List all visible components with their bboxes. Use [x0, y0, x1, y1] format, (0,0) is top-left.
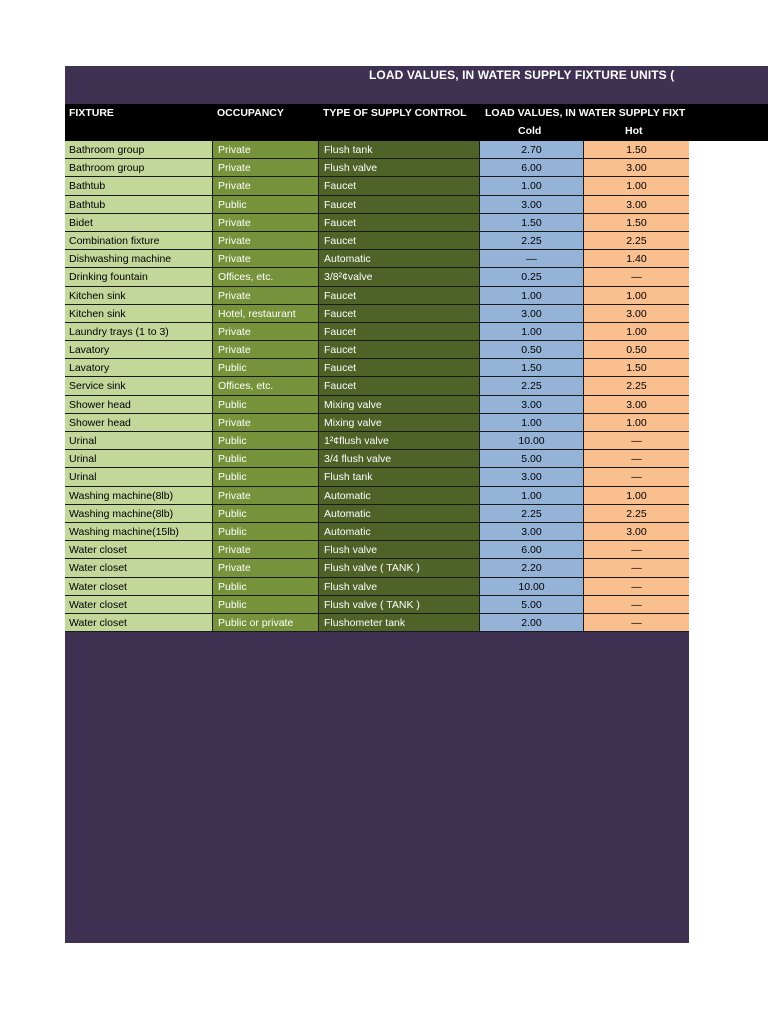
spreadsheet-area: [65, 66, 689, 943]
header-hot: Hot: [625, 125, 643, 137]
cell-hot[interactable]: 3.00: [583, 396, 689, 414]
cell-hot[interactable]: 1.00: [583, 287, 689, 305]
table-row: [65, 287, 689, 305]
cell-occupancy[interactable]: Private: [212, 541, 318, 559]
cell-hot[interactable]: —: [583, 614, 689, 632]
cell-supply-control[interactable]: Flush valve ( TANK ): [318, 559, 479, 577]
header-occupancy: OCCUPANCY: [217, 107, 284, 119]
cell-fixture[interactable]: Bathtub: [65, 177, 212, 195]
cell-occupancy[interactable]: Private: [212, 214, 318, 232]
cell-cold[interactable]: 3.00: [479, 468, 583, 486]
cell-supply-control[interactable]: Automatic: [318, 523, 479, 541]
header-row: [65, 104, 768, 141]
cell-occupancy[interactable]: Offices, etc.: [212, 268, 318, 286]
cell-fixture[interactable]: Shower head: [65, 396, 212, 414]
cell-fixture[interactable]: Bathtub: [65, 196, 212, 214]
cell-cold[interactable]: 5.00: [479, 450, 583, 468]
cell-fixture[interactable]: Water closet: [65, 614, 212, 632]
table-row: [65, 341, 689, 359]
table-title-bar: [65, 66, 768, 104]
cell-occupancy[interactable]: Private: [212, 141, 318, 159]
cell-supply-control[interactable]: 3/4 flush valve: [318, 450, 479, 468]
cell-supply-control[interactable]: Faucet: [318, 214, 479, 232]
cell-cold[interactable]: 6.00: [479, 541, 583, 559]
cell-hot[interactable]: 1.50: [583, 214, 689, 232]
cell-supply-control[interactable]: Flushometer tank: [318, 614, 479, 632]
cell-hot[interactable]: 1.00: [583, 323, 689, 341]
cell-supply-control[interactable]: Faucet: [318, 305, 479, 323]
cell-supply-control[interactable]: Faucet: [318, 196, 479, 214]
cell-fixture[interactable]: Washing machine(15lb): [65, 523, 212, 541]
table-row: [65, 141, 689, 159]
cell-hot[interactable]: 2.25: [583, 377, 689, 395]
table-row: [65, 159, 689, 177]
cell-supply-control[interactable]: Automatic: [318, 487, 479, 505]
cell-fixture[interactable]: Lavatory: [65, 359, 212, 377]
cell-occupancy[interactable]: Public: [212, 396, 318, 414]
cell-fixture[interactable]: Drinking fountain: [65, 268, 212, 286]
cell-hot[interactable]: 1.00: [583, 487, 689, 505]
cell-cold[interactable]: 1.50: [479, 214, 583, 232]
header-supply-control: TYPE OF SUPPLY CONTROL: [323, 107, 467, 119]
cell-cold[interactable]: 1.00: [479, 414, 583, 432]
cell-fixture[interactable]: Water closet: [65, 578, 212, 596]
cell-fixture[interactable]: Combination fixture: [65, 232, 212, 250]
cell-supply-control[interactable]: Flush tank: [318, 468, 479, 486]
cell-supply-control[interactable]: 3/8²¢valve: [318, 268, 479, 286]
cell-fixture[interactable]: Urinal: [65, 468, 212, 486]
cell-fixture[interactable]: Kitchen sink: [65, 305, 212, 323]
cell-fixture[interactable]: Washing machine(8lb): [65, 505, 212, 523]
cell-cold[interactable]: 3.00: [479, 523, 583, 541]
cell-cold[interactable]: 2.00: [479, 614, 583, 632]
cell-occupancy[interactable]: Private: [212, 487, 318, 505]
cell-hot[interactable]: —: [583, 468, 689, 486]
cell-occupancy[interactable]: Public: [212, 523, 318, 541]
cell-supply-control[interactable]: Automatic: [318, 250, 479, 268]
cell-cold[interactable]: 5.00: [479, 596, 583, 614]
cell-cold[interactable]: 1.00: [479, 487, 583, 505]
table-row: [65, 305, 689, 323]
table-body: [65, 141, 689, 632]
cell-occupancy[interactable]: Public: [212, 596, 318, 614]
table-row: [65, 323, 689, 341]
cell-occupancy[interactable]: Public: [212, 196, 318, 214]
cell-fixture[interactable]: Urinal: [65, 450, 212, 468]
cell-occupancy[interactable]: Public: [212, 468, 318, 486]
cell-supply-control[interactable]: Mixing valve: [318, 396, 479, 414]
cell-fixture[interactable]: Kitchen sink: [65, 287, 212, 305]
cell-hot[interactable]: —: [583, 432, 689, 450]
title-bar-extension: [689, 66, 768, 104]
cell-supply-control[interactable]: Faucet: [318, 287, 479, 305]
cell-cold[interactable]: 0.25: [479, 268, 583, 286]
table-row: [65, 377, 689, 395]
cell-hot[interactable]: 1.50: [583, 359, 689, 377]
cell-cold[interactable]: 6.00: [479, 159, 583, 177]
cell-fixture[interactable]: Bidet: [65, 214, 212, 232]
cell-hot[interactable]: 3.00: [583, 523, 689, 541]
cell-supply-control[interactable]: Faucet: [318, 359, 479, 377]
cell-occupancy[interactable]: Public or private: [212, 614, 318, 632]
cell-fixture[interactable]: Bathroom group: [65, 141, 212, 159]
cell-supply-control[interactable]: Faucet: [318, 323, 479, 341]
cell-supply-control[interactable]: Faucet: [318, 232, 479, 250]
cell-cold[interactable]: 10.00: [479, 578, 583, 596]
cell-occupancy[interactable]: Public: [212, 359, 318, 377]
cell-hot[interactable]: —: [583, 559, 689, 577]
cell-supply-control[interactable]: 1²¢flush valve: [318, 432, 479, 450]
cell-cold[interactable]: 1.00: [479, 177, 583, 195]
cell-fixture[interactable]: Laundry trays (1 to 3): [65, 323, 212, 341]
cell-hot[interactable]: 1.50: [583, 141, 689, 159]
cell-cold[interactable]: 2.25: [479, 377, 583, 395]
table-row: [65, 250, 689, 268]
table-row: [65, 432, 689, 450]
table-row: [65, 196, 689, 214]
cell-hot[interactable]: 0.50: [583, 341, 689, 359]
header-cold: Cold: [518, 125, 542, 137]
cell-supply-control[interactable]: Faucet: [318, 341, 479, 359]
cell-occupancy[interactable]: Private: [212, 287, 318, 305]
cell-cold[interactable]: 10.00: [479, 432, 583, 450]
cell-occupancy[interactable]: Private: [212, 559, 318, 577]
cell-occupancy[interactable]: Public: [212, 578, 318, 596]
cell-hot[interactable]: 2.25: [583, 505, 689, 523]
cell-occupancy[interactable]: Private: [212, 159, 318, 177]
header-fixture: FIXTURE: [69, 107, 114, 119]
cell-hot[interactable]: —: [583, 596, 689, 614]
cell-supply-control[interactable]: Flush valve: [318, 578, 479, 596]
cell-hot[interactable]: 1.00: [583, 177, 689, 195]
cell-hot[interactable]: 3.00: [583, 196, 689, 214]
table-row: [65, 523, 689, 541]
table-row: [65, 232, 689, 250]
table-row: [65, 177, 689, 195]
cell-hot[interactable]: —: [583, 450, 689, 468]
cell-occupancy[interactable]: Offices, etc.: [212, 377, 318, 395]
table-title: LOAD VALUES, IN WATER SUPPLY FIXTURE UNITS (: [369, 68, 675, 82]
cell-occupancy[interactable]: Private: [212, 341, 318, 359]
cell-fixture[interactable]: Water closet: [65, 559, 212, 577]
table-row: [65, 359, 689, 377]
cell-occupancy[interactable]: Private: [212, 250, 318, 268]
cell-hot[interactable]: 2.25: [583, 232, 689, 250]
cell-occupancy[interactable]: Private: [212, 177, 318, 195]
cell-hot[interactable]: —: [583, 578, 689, 596]
table-row: [65, 541, 689, 559]
cell-occupancy[interactable]: Hotel, restaurant: [212, 305, 318, 323]
table-row: [65, 614, 689, 632]
table-row: [65, 505, 689, 523]
cell-cold[interactable]: 3.00: [479, 305, 583, 323]
table-row: [65, 596, 689, 614]
cell-cold[interactable]: 3.00: [479, 396, 583, 414]
table-row: [65, 450, 689, 468]
cell-supply-control[interactable]: Mixing valve: [318, 414, 479, 432]
cell-supply-control[interactable]: Flush tank: [318, 141, 479, 159]
table-row: [65, 396, 689, 414]
cell-cold[interactable]: 2.25: [479, 505, 583, 523]
table-row: [65, 578, 689, 596]
header-load-values: LOAD VALUES, IN WATER SUPPLY FIXT: [485, 107, 686, 119]
cell-hot[interactable]: 1.00: [583, 414, 689, 432]
cell-fixture[interactable]: Washing machine(8lb): [65, 487, 212, 505]
cell-hot[interactable]: 3.00: [583, 159, 689, 177]
cell-fixture[interactable]: Shower head: [65, 414, 212, 432]
cell-supply-control[interactable]: Flush valve: [318, 159, 479, 177]
cell-occupancy[interactable]: Private: [212, 414, 318, 432]
table-row: [65, 468, 689, 486]
cell-hot[interactable]: —: [583, 541, 689, 559]
cell-hot[interactable]: 3.00: [583, 305, 689, 323]
cell-fixture[interactable]: Water closet: [65, 596, 212, 614]
cell-fixture[interactable]: Dishwashing machine: [65, 250, 212, 268]
cell-occupancy[interactable]: Private: [212, 232, 318, 250]
cell-supply-control[interactable]: Faucet: [318, 177, 479, 195]
cell-cold[interactable]: 1.00: [479, 287, 583, 305]
cell-supply-control[interactable]: Automatic: [318, 505, 479, 523]
cell-cold[interactable]: 0.50: [479, 341, 583, 359]
cell-cold[interactable]: —: [479, 250, 583, 268]
table-row: [65, 559, 689, 577]
cell-fixture[interactable]: Urinal: [65, 432, 212, 450]
cell-fixture[interactable]: Water closet: [65, 541, 212, 559]
cell-fixture[interactable]: Bathroom group: [65, 159, 212, 177]
cell-hot[interactable]: —: [583, 268, 689, 286]
cell-hot[interactable]: 1.40: [583, 250, 689, 268]
cell-supply-control[interactable]: Flush valve ( TANK ): [318, 596, 479, 614]
table-row: [65, 414, 689, 432]
cell-cold[interactable]: 2.20: [479, 559, 583, 577]
table-row: [65, 268, 689, 286]
cell-cold[interactable]: 2.25: [479, 232, 583, 250]
cell-occupancy[interactable]: Public: [212, 432, 318, 450]
cell-cold[interactable]: 1.00: [479, 323, 583, 341]
cell-occupancy[interactable]: Public: [212, 450, 318, 468]
cell-cold[interactable]: 2.70: [479, 141, 583, 159]
table-row: [65, 487, 689, 505]
cell-cold[interactable]: 3.00: [479, 196, 583, 214]
cell-occupancy[interactable]: Public: [212, 505, 318, 523]
cell-occupancy[interactable]: Private: [212, 323, 318, 341]
table-row: [65, 214, 689, 232]
cell-supply-control[interactable]: Flush valve: [318, 541, 479, 559]
cell-fixture[interactable]: Service sink: [65, 377, 212, 395]
cell-supply-control[interactable]: Faucet: [318, 377, 479, 395]
cell-cold[interactable]: 1.50: [479, 359, 583, 377]
cell-fixture[interactable]: Lavatory: [65, 341, 212, 359]
